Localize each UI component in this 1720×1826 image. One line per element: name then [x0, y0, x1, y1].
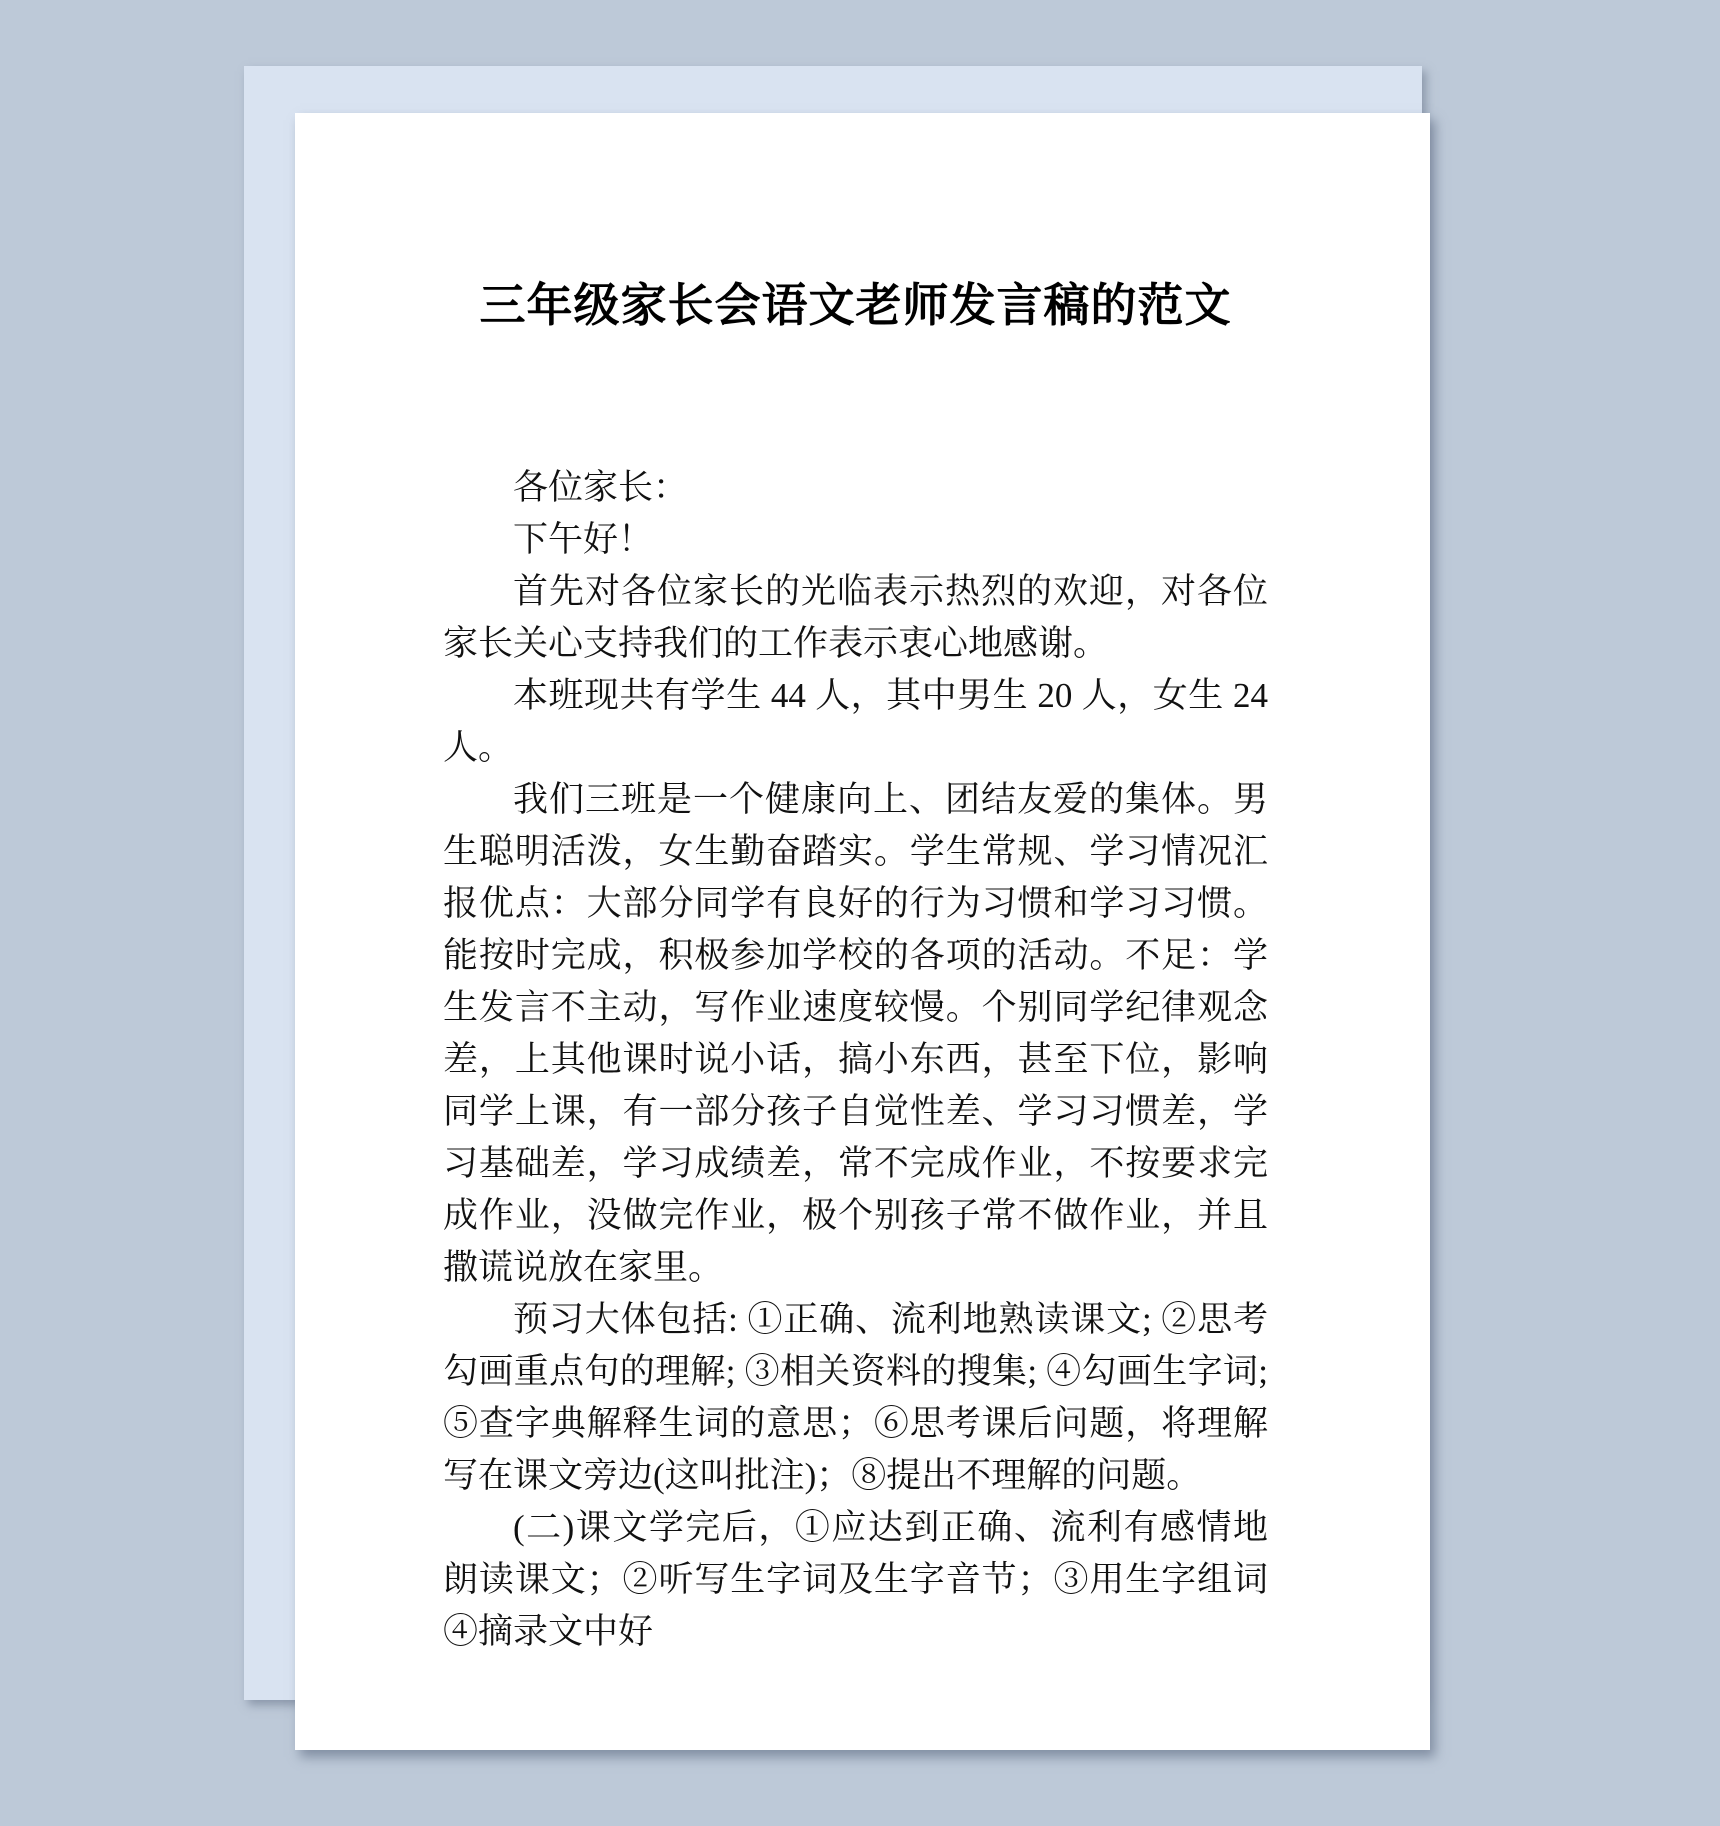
document-paragraph: 本班现共有学生 44 人，其中男生 20 人，女生 24 人。: [443, 676, 1268, 767]
document-paragraph: 我们三班是一个健康向上、团结友爱的集体。男生聪明活泼，女生勤奋踏实。学生常规、学习情况汇报优点：大部分同学有良好的行为习惯和学习习惯。能按时完成，积极参加学校的各项的活动。不足：学生发言不主动，写作业速度较慢。个别同学纪律观念差，上其他课时说小话，搞小东西，甚至下位，影响同学上课，有一部分孩子自觉性差、学习习惯差，学习基础差，学习成绩差，常不完成作业，不按要求完成作业，没做完作业，极个别孩子常不做作业，并且撒谎说放在家里。: [443, 780, 1268, 1287]
document-page: [295, 113, 1430, 1750]
document-paragraph: 下午好！: [513, 520, 654, 559]
document-paragraph: 首先对各位家长的光临表示热烈的欢迎，对各位家长关心支持我们的工作表示衷心地感谢。: [443, 572, 1268, 663]
document-paragraph: (二)课文学完后，①应达到正确、流利有感情地朗读课文；②听写生字词及生字音节；③用生字组词④摘录文中好: [443, 1508, 1268, 1651]
document-paragraph: 预习大体包括: ①正确、流利地熟读课文; ②思考勾画重点句的理解; ③相关资料的搜集; ④勾画生字词; ⑤查字典解释生词的意思；⑥思考课后问题，将理解写在课文旁边(这叫批注)；⑧提出不理解的问题。: [443, 1300, 1268, 1495]
document-body: [443, 462, 1268, 1658]
document-title: 三年级家长会语文老师发言稿的范文: [479, 280, 1232, 331]
document-paragraph: 各位家长：: [513, 468, 689, 507]
